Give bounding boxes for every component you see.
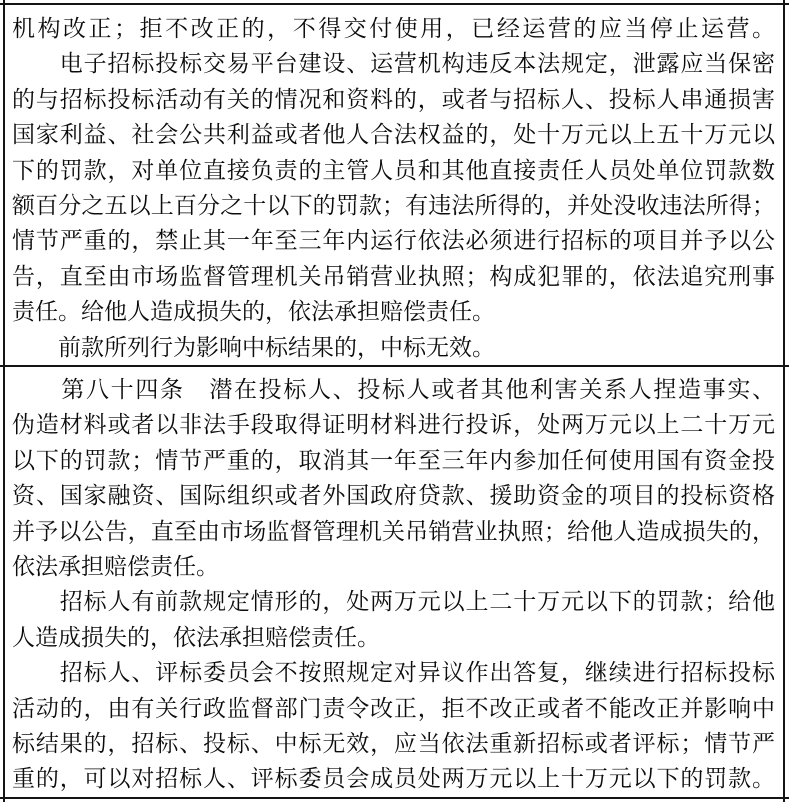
text-line: 并予以公告，直至由市场监督管理机关吊销营业执照；给他人造成损失的， bbox=[12, 517, 775, 544]
text-line: 国家利益、社会公共利益或者他人合法权益的，处十万元以上五十万元以 bbox=[12, 121, 775, 148]
text-line: 告，直至由市场监督管理机关吊销营业执照；构成犯罪的，依法追究刑事 bbox=[12, 262, 775, 289]
text-line: 前款所列行为影响中标结果的，中标无效。 bbox=[12, 333, 495, 360]
text-line: 下的罚款，对单位直接负责的主管人员和其他直接责任人员处单位罚款数 bbox=[12, 156, 775, 183]
text-line: 的与招标投标活动有关的情况和资料的，或者与招标人、投标人串通损害 bbox=[12, 85, 775, 112]
text-line: 情节严重的，禁止其一年至三年内运行依法必须进行招标的项目并予以公 bbox=[12, 227, 775, 254]
law-text-row-platform-penalty bbox=[5, 5, 783, 365]
table-border-right bbox=[783, 0, 785, 802]
text-line: 电子招标投标交易平台建设、运营机构违反本法规定，泄露应当保密 bbox=[12, 50, 775, 77]
text-line: 以下的罚款；情节严重的，取消其一年至三年内参加任何使用国有资金投 bbox=[12, 446, 775, 473]
law-text-row-article-84 bbox=[5, 367, 783, 797]
text-line: 活动的，由有关行政监督部门责令改正，拒不改正或者不能改正并影响中 bbox=[12, 694, 775, 721]
text-line: 机构改正；拒不改正的，不得交付使用，已经运营的应当停止运营。 bbox=[12, 15, 775, 41]
row-border-bottom bbox=[0, 797, 789, 799]
text-line: 重的，可以对招标人、评标委员会成员处两万元以上十万元以下的罚款。 bbox=[12, 765, 775, 792]
text-line: 第八十四条 潜在投标人、投标人或者其他利害关系人捏造事实、 bbox=[12, 376, 775, 402]
text-line: 资、国家融资、国际组织或者外国政府贷款、援助资金的项目的投标资格 bbox=[12, 482, 775, 509]
text-line: 人造成损失的，依法承担赔偿责任。 bbox=[12, 623, 380, 650]
text-line: 伪造材料或者以非法手段取得证明材料进行投诉，处两万元以上二十万元 bbox=[12, 411, 775, 438]
text-line: 招标人、评标委员会不按照规定对异议作出答复，继续进行招标投标 bbox=[12, 659, 775, 686]
text-line: 额百分之五以上百分之十以下的罚款；有违法所得的，并处没收违法所得； bbox=[12, 191, 775, 218]
text-line: 招标人有前款规定情形的，处两万元以上二十万元以下的罚款；给他 bbox=[12, 588, 775, 615]
text-line: 依法承担赔偿责任。 bbox=[12, 552, 219, 579]
text-line: 责任。给他人造成损失的，依法承担赔偿责任。 bbox=[12, 298, 495, 325]
text-line: 标结果的，招标、投标、中标无效，应当依法重新招标或者评标；情节严 bbox=[12, 729, 775, 756]
